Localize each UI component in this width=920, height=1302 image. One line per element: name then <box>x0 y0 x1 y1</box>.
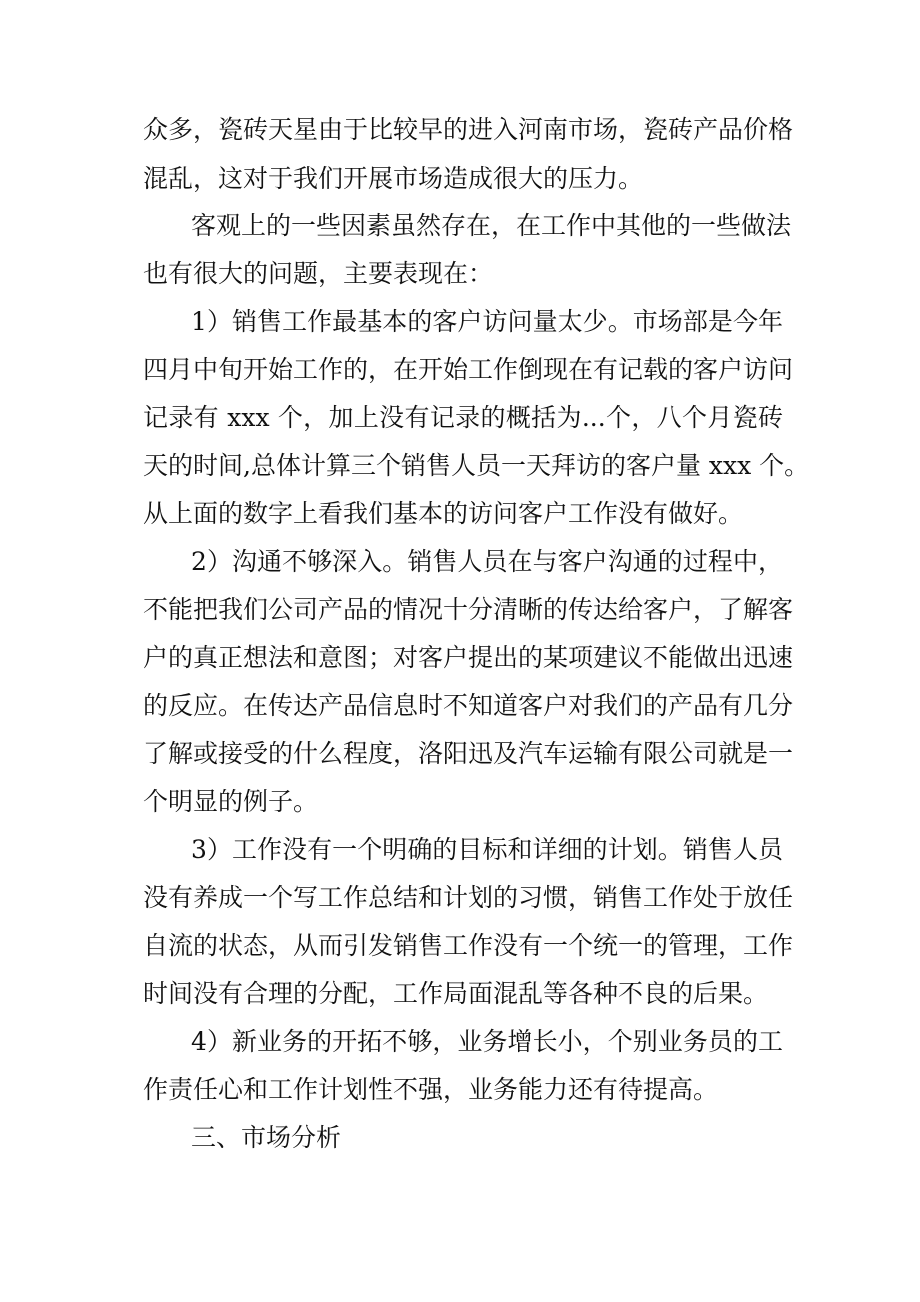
list-item-2-line-2: 不能把我们公司产品的情况十分清晰的传达给客户，了解客 <box>143 595 794 624</box>
paragraph-2-line-1: 客观上的一些因素虽然存在，在工作中其他的一些做法 <box>191 211 792 240</box>
list-item-3-line-3: 自流的状态，从而引发销售工作没有一个统一的管理，工作 <box>143 931 794 960</box>
list-item-4-line-2: 作责任心和工作计划性不强，业务能力还有待提高。 <box>143 1075 719 1104</box>
list-item-4-line-1: 4）新业务的开拓不够，业务增长小，个别业务员的工 <box>191 1027 783 1056</box>
list-item-1-line-3: 记录有 xxx 个，加上没有记录的概括为...个，八个月瓷砖 <box>143 403 783 432</box>
list-item-2-line-1: 2）沟通不够深入。销售人员在与客户沟通的过程中， <box>191 547 783 576</box>
list-item-3-line-4: 时间没有合理的分配，工作局面混乱等各种不良的后果。 <box>143 979 769 1008</box>
paragraph-1-line-2: 混乱，这对于我们开展市场造成很大的压力。 <box>143 164 644 193</box>
list-item-3-line-1: 3）工作没有一个明确的目标和详细的计划。销售人员 <box>191 835 783 864</box>
list-item-2-line-4: 的反应。在传达产品信息时不知道客户对我们的产品有几分 <box>143 691 794 720</box>
list-item-3-line-2: 没有养成一个写工作总结和计划的习惯，销售工作处于放任 <box>143 883 794 912</box>
paragraph-1-line-1: 众多，瓷砖天星由于比较早的进入河南市场，瓷砖产品价格 <box>143 115 794 144</box>
section-heading: 三、市场分析 <box>191 1123 342 1152</box>
list-item-2-line-6: 个明显的例子。 <box>143 787 319 816</box>
paragraph-2-line-2: 也有很大的问题，主要表现在： <box>143 259 494 288</box>
list-item-1-line-5: 从上面的数字上看我们基本的访问客户工作没有做好。 <box>143 499 744 528</box>
list-item-1-line-2: 四月中旬开始工作的，在开始工作倒现在有记载的客户访问 <box>143 355 794 384</box>
list-item-2-line-5: 了解或接受的什么程度，洛阳迅及汽车运输有限公司就是一 <box>143 739 794 768</box>
list-item-2-line-3: 户的真正想法和意图；对客户提出的某项建议不能做出迅速 <box>143 643 794 672</box>
list-item-1-line-1: 1）销售工作最基本的客户访问量太少。市场部是今年 <box>191 307 783 336</box>
list-item-1-line-4: 天的时间,总体计算三个销售人员一天拜访的客户量 xxx 个。 <box>143 451 810 480</box>
